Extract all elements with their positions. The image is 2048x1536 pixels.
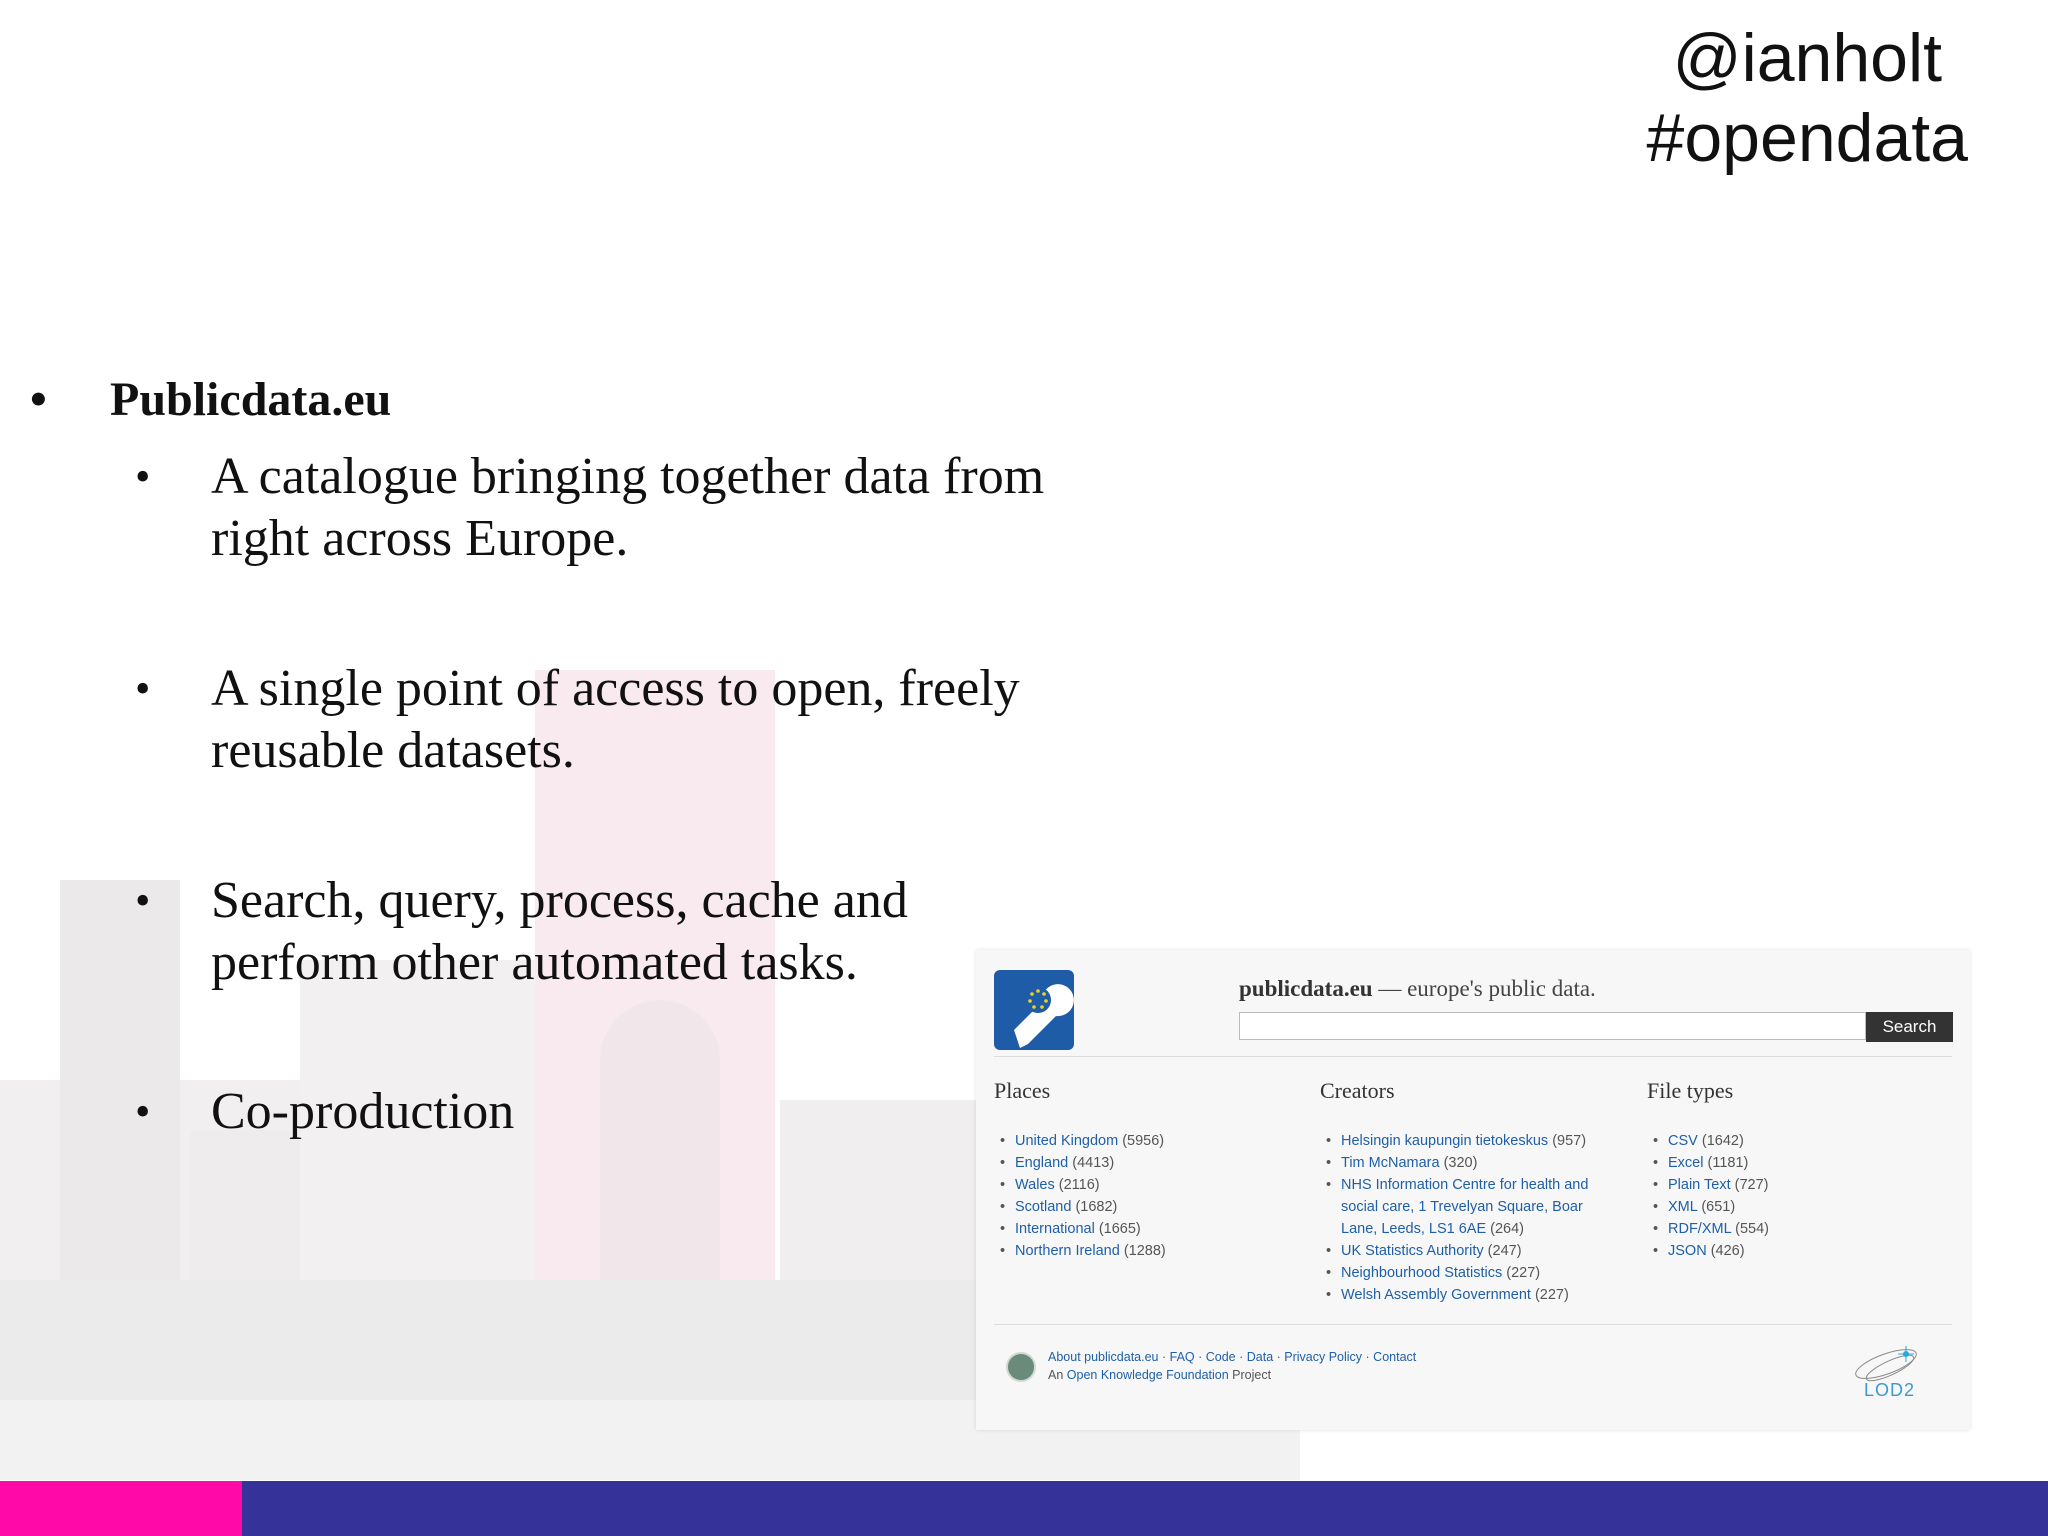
site-title (1239, 976, 1596, 1002)
okf-logo-icon (1006, 1352, 1036, 1382)
creator-link[interactable]: UK Statistics Authority (1341, 1243, 1484, 1259)
divider (994, 1056, 1952, 1057)
twitter-handle-block (1647, 18, 1968, 178)
list-item (1647, 1218, 1769, 1240)
list-item (1647, 1196, 1769, 1218)
item-count: (651) (1701, 1199, 1736, 1215)
footer-link-faq[interactable]: FAQ (1169, 1350, 1195, 1364)
footer-bar-pink (0, 1481, 242, 1536)
bullet-line: A single point of access to open, freely (211, 660, 1020, 717)
bullet-dot: • (135, 1087, 151, 1136)
bullet-line: A catalogue bringing together data from (211, 448, 1045, 505)
item-count: (727) (1734, 1177, 1769, 1193)
bullet-line: Search, query, process, cache and (211, 872, 908, 929)
site-brand: publicdata.eu (1239, 976, 1373, 1001)
lod2-label: LOD2 (1864, 1380, 1916, 1400)
place-link[interactable]: Wales (1015, 1177, 1055, 1193)
lod2-logo (1846, 1342, 1936, 1402)
place-link[interactable]: Northern Ireland (1015, 1243, 1120, 1259)
places-column (994, 1078, 1166, 1262)
item-count: (1665) (1098, 1221, 1141, 1237)
list-item (1320, 1130, 1588, 1152)
filetype-link[interactable]: XML (1668, 1199, 1698, 1215)
place-link[interactable]: International (1015, 1221, 1095, 1237)
places-heading: Places (994, 1078, 1051, 1103)
site-tagline: — europe's public data. (1372, 976, 1596, 1001)
creators-heading: Creators (1320, 1078, 1395, 1103)
bullet-dot: • (30, 373, 47, 426)
list-item (1647, 1174, 1769, 1196)
creators-list (1320, 1130, 1588, 1306)
footer-link-data[interactable]: Data (1246, 1350, 1274, 1364)
item-count: (1642) (1701, 1133, 1744, 1149)
okf-link[interactable]: Open Knowledge Foundation (1066, 1368, 1229, 1382)
list-item (1320, 1240, 1588, 1262)
item-count: (227) (1506, 1265, 1541, 1281)
list-item (1647, 1152, 1769, 1174)
search-input[interactable] (1239, 1012, 1866, 1040)
creator-link[interactable]: Helsingin kaupungin tietokeskus (1341, 1133, 1549, 1149)
filetype-link[interactable]: JSON (1668, 1243, 1707, 1259)
footer-link-privacy[interactable]: Privacy Policy (1284, 1350, 1363, 1364)
item-count: (227) (1534, 1287, 1569, 1303)
filetype-link[interactable]: Plain Text (1668, 1177, 1731, 1193)
list-item (1647, 1130, 1769, 1152)
slide-title: Publicdata.eu (110, 373, 392, 426)
creator-link[interactable] (1341, 1177, 1588, 1237)
footer-link-about[interactable]: About publicdata.eu (1048, 1350, 1159, 1364)
filetype-link[interactable]: CSV (1668, 1133, 1698, 1149)
footer-links: About publicdata.eu · FAQ · Code · Data · Privacy Policy · Contact An Open Knowledge Foundation Project (1048, 1350, 1417, 1382)
footer-link-code[interactable]: Code (1205, 1350, 1236, 1364)
item-count: (264) (1490, 1221, 1525, 1237)
item-count: (1181) (1707, 1155, 1749, 1171)
bullet-dot: • (135, 664, 151, 713)
list-item (1647, 1240, 1769, 1262)
footer-link-contact[interactable]: Contact (1373, 1350, 1417, 1364)
filetypes-heading: File types (1647, 1078, 1734, 1103)
footer-bar-blue (242, 1481, 2048, 1536)
creator-link[interactable]: Welsh Assembly Government (1341, 1287, 1531, 1303)
bullet-dot: • (135, 876, 151, 925)
list-item (1320, 1174, 1588, 1240)
item-count: (554) (1735, 1221, 1769, 1237)
list-item (994, 1196, 1166, 1218)
twitter-handle: @ianholt (1672, 20, 1942, 96)
search-button[interactable]: Search (1866, 1012, 1953, 1042)
place-link[interactable]: Scotland (1015, 1199, 1072, 1215)
creator-link[interactable]: Tim McNamara (1341, 1155, 1440, 1171)
item-count: (426) (1710, 1243, 1745, 1259)
item-count: (2116) (1058, 1177, 1100, 1193)
item-count: (1288) (1123, 1243, 1166, 1259)
list-item (994, 1152, 1166, 1174)
filetypes-list (1647, 1130, 1769, 1262)
item-count: (320) (1443, 1155, 1478, 1171)
creator-link-line: NHS Information Centre for health and (1341, 1177, 1589, 1193)
publicdata-website-screenshot (976, 950, 1970, 1430)
item-count: (957) (1552, 1133, 1587, 1149)
publicdata-logo (994, 970, 1074, 1050)
item-count: (1682) (1075, 1199, 1118, 1215)
creator-link[interactable]: Neighbourhood Statistics (1341, 1265, 1503, 1281)
hashtag: #opendata (1646, 100, 1968, 176)
creators-column (1320, 1078, 1588, 1306)
bullet-line: Co-production (211, 1083, 515, 1140)
divider (994, 1324, 1952, 1325)
list-item (1320, 1284, 1588, 1306)
item-count: (5956) (1122, 1133, 1165, 1149)
places-list (994, 1130, 1166, 1262)
creator-link-line: social care, 1 Trevelyan Square, Boar (1341, 1199, 1583, 1215)
place-link[interactable]: United Kingdom (1015, 1133, 1119, 1149)
list-item (994, 1130, 1166, 1152)
list-item (994, 1240, 1166, 1262)
bullet-dot: • (135, 452, 151, 501)
item-count: (4413) (1072, 1155, 1115, 1171)
list-item (994, 1218, 1166, 1240)
creator-link-line: Lane, Leeds, LS1 6AE (1341, 1221, 1487, 1237)
filetype-link[interactable]: Excel (1668, 1155, 1704, 1171)
place-link[interactable]: England (1015, 1155, 1069, 1171)
item-count: (247) (1487, 1243, 1522, 1259)
bullet-line: perform other automated tasks. (211, 934, 858, 991)
bullet-line: reusable datasets. (211, 722, 575, 779)
filetype-link[interactable]: RDF/XML (1668, 1221, 1732, 1237)
list-item (994, 1174, 1166, 1196)
filetypes-column (1647, 1078, 1769, 1262)
footer-credit: An Open Knowledge Foundation Project (1048, 1368, 1272, 1382)
wrench-star-icon (994, 970, 1074, 1050)
list-item (1320, 1152, 1588, 1174)
bullet-line: right across Europe. (211, 510, 629, 567)
list-item (1320, 1262, 1588, 1284)
